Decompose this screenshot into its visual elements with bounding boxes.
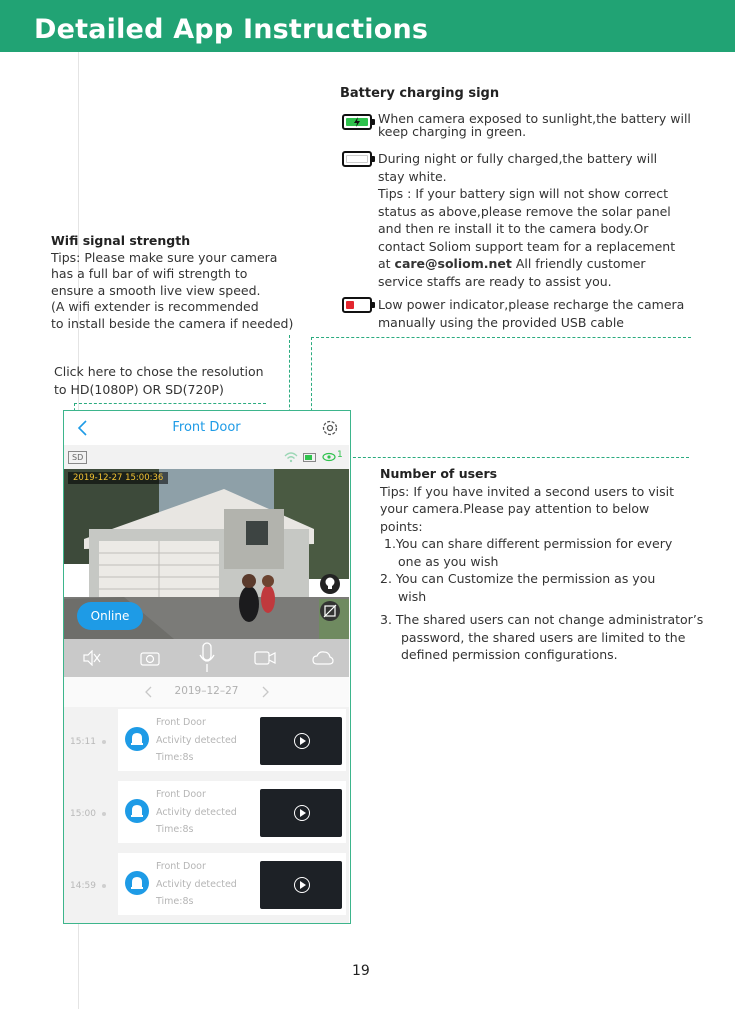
users-section bbox=[380, 465, 703, 664]
battery-section-title: Battery charging sign bbox=[340, 86, 500, 101]
text-line: Tips : If your battery sign will not show correct bbox=[378, 186, 668, 201]
battery-full-icon bbox=[342, 151, 372, 167]
cloud-icon[interactable] bbox=[312, 650, 334, 666]
event-duration: Time:8s bbox=[156, 896, 194, 907]
email-prefix: at bbox=[378, 256, 395, 271]
bell-icon bbox=[125, 871, 149, 895]
status-bar bbox=[64, 445, 349, 469]
battery-full-text bbox=[378, 150, 675, 290]
battery-charging-text bbox=[378, 112, 691, 138]
mute-icon[interactable] bbox=[82, 650, 102, 666]
event-duration: Time:8s bbox=[156, 824, 194, 835]
online-status: Online bbox=[77, 602, 143, 630]
event-thumbnail[interactable] bbox=[260, 789, 342, 837]
eye-icon bbox=[322, 452, 336, 462]
event-card[interactable] bbox=[118, 709, 346, 771]
event-camera: Front Door bbox=[156, 789, 206, 800]
text-line: has a full bar of wifi strength to bbox=[51, 266, 248, 281]
text-line: When camera exposed to sunlight,the battery will bbox=[378, 111, 691, 126]
text-line: 1.You can share different permission for every bbox=[384, 536, 673, 551]
text-line: (A wifi extender is recommended bbox=[51, 299, 259, 314]
user-count: 1 bbox=[337, 450, 343, 460]
text-line: keep charging in green. bbox=[378, 124, 527, 139]
event-camera: Front Door bbox=[156, 861, 206, 872]
app-title: Front Door bbox=[172, 420, 241, 435]
battery-callout-line bbox=[311, 337, 691, 338]
email-line bbox=[378, 255, 675, 273]
users-section-title: Number of users bbox=[380, 466, 498, 481]
play-icon[interactable] bbox=[294, 877, 310, 893]
status-battery-icon bbox=[303, 453, 316, 462]
light-bulb-icon[interactable] bbox=[320, 574, 340, 594]
text-line: Click here to chose the resolution bbox=[54, 364, 264, 379]
selected-date: 2019–12–27 bbox=[174, 685, 239, 697]
timeline-dot bbox=[102, 812, 106, 816]
date-selector bbox=[64, 677, 349, 708]
microphone-icon[interactable] bbox=[198, 642, 216, 674]
email-suffix: All friendly customer bbox=[511, 256, 646, 271]
event-duration: Time:8s bbox=[156, 752, 194, 763]
event-thumbnail[interactable] bbox=[260, 717, 342, 765]
fullscreen-icon[interactable] bbox=[320, 601, 340, 621]
chevron-right-icon[interactable] bbox=[261, 686, 269, 698]
resolution-note bbox=[54, 363, 264, 398]
event-time: 15:00 bbox=[70, 809, 96, 819]
text-line: Tips: Please make sure your camera bbox=[51, 249, 278, 265]
event-type: Activity detected bbox=[156, 807, 237, 818]
event-thumbnail[interactable] bbox=[260, 861, 342, 909]
text-line: 3. The shared users can not change administrator’s bbox=[380, 612, 704, 627]
page-title: Detailed App Instructions bbox=[34, 14, 429, 45]
text-line: manually using the provided USB cable bbox=[378, 314, 624, 330]
battery-charging-icon bbox=[342, 114, 372, 130]
text-line: During night or fully charged,the battery will bbox=[378, 151, 658, 166]
battery-low-icon bbox=[342, 297, 372, 313]
text-line: and then re install it to the camera body.Or bbox=[378, 221, 649, 236]
app-nav-bar bbox=[64, 411, 349, 446]
video-timestamp: 2019-12-27 15:00:36 bbox=[68, 472, 168, 484]
gear-icon[interactable] bbox=[321, 419, 339, 437]
timeline-dot bbox=[102, 884, 106, 888]
text-line: service staffs are ready to assist you. bbox=[378, 273, 612, 289]
text-line: ensure a smooth live view speed. bbox=[51, 282, 261, 298]
text-line: defined permission configurations. bbox=[401, 647, 618, 662]
text-line: stay white. bbox=[378, 168, 447, 184]
text-line: points: bbox=[380, 518, 423, 534]
text-line: Tips: If you have invited a second users to visit bbox=[380, 483, 674, 499]
wifi-icon bbox=[284, 451, 298, 463]
event-timeline bbox=[64, 707, 349, 923]
event-type: Activity detected bbox=[156, 735, 237, 746]
text-line: your camera.Please pay attention to below bbox=[380, 501, 650, 516]
play-icon[interactable] bbox=[294, 805, 310, 821]
event-card[interactable] bbox=[118, 853, 346, 915]
event-time: 15:11 bbox=[70, 737, 96, 747]
wifi-section-title: Wifi signal strength bbox=[51, 233, 191, 248]
live-video[interactable] bbox=[64, 469, 349, 639]
bell-icon bbox=[125, 799, 149, 823]
control-bar bbox=[64, 639, 349, 677]
event-card[interactable] bbox=[118, 781, 346, 843]
text-line: wish bbox=[398, 588, 427, 604]
support-email: care@soliom.net bbox=[394, 256, 512, 271]
page-number: 19 bbox=[352, 963, 370, 979]
sd-badge[interactable]: SD bbox=[68, 451, 87, 464]
play-icon[interactable] bbox=[294, 733, 310, 749]
text-line: to HD(1080P) OR SD(720P) bbox=[54, 381, 224, 397]
text-line: to install beside the camera if needed) bbox=[51, 315, 294, 331]
camera-snapshot-icon[interactable] bbox=[140, 650, 160, 666]
text-line: status as above,please remove the solar panel bbox=[378, 203, 671, 219]
text-line: contact Soliom support team for a replacement bbox=[378, 238, 676, 254]
text-line: Low power indicator,please recharge the camera bbox=[378, 297, 685, 312]
timeline-dot bbox=[102, 740, 106, 744]
event-camera: Front Door bbox=[156, 717, 206, 728]
users-callout-line bbox=[343, 457, 689, 458]
text-line: password, the shared users are limited to the bbox=[401, 629, 686, 645]
event-time: 14:59 bbox=[70, 881, 96, 891]
app-screenshot bbox=[63, 410, 351, 924]
wifi-section bbox=[51, 233, 293, 332]
battery-low-text bbox=[378, 296, 684, 331]
bell-icon bbox=[125, 727, 149, 751]
record-video-icon[interactable] bbox=[254, 650, 276, 666]
event-type: Activity detected bbox=[156, 879, 237, 890]
resolution-callout-line bbox=[74, 403, 266, 404]
text-line: one as you wish bbox=[398, 553, 499, 569]
text-line: 2. You can Customize the permission as you bbox=[380, 571, 656, 586]
